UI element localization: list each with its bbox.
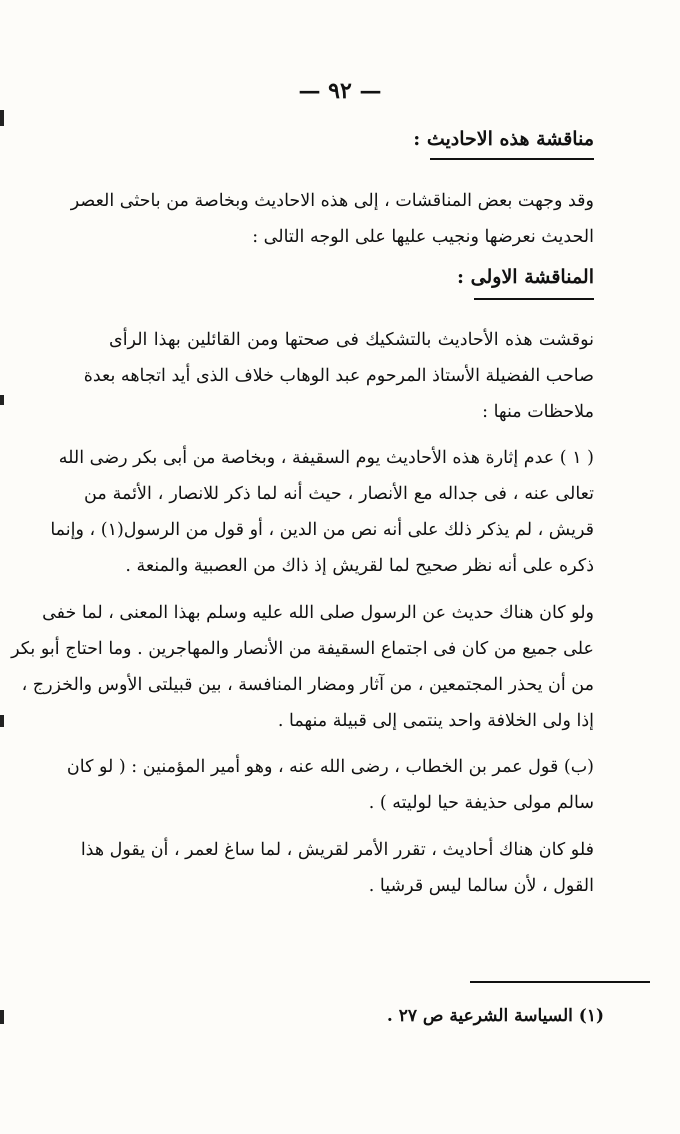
- text-line: ( ١ ) عدم إثارة هذه الأحاديث يوم السقيفة ، وبخاصة من أبى بكر رضى الله: [58, 448, 594, 468]
- text-line: فلو كان هناك أحاديث ، تقرر الأمر لقريش ، لما ساغ لعمر ، أن يقول هذا: [80, 840, 594, 860]
- section-heading-first-discussion: المناقشة الاولى :: [457, 266, 594, 288]
- text-line: على جميع من كان فى اجتماع السقيفة من الأنصار والمهاجرين . وما احتاج أبو بكر: [11, 639, 594, 659]
- footnote-rule: [470, 981, 650, 983]
- heading-underline: [430, 158, 594, 160]
- text-line: نوقشت هذه الأحاديث بالتشكيك فى صحتها ومن القائلين بهذا الرأى: [109, 330, 594, 350]
- scan-edge-mark: [0, 1010, 4, 1024]
- text-line: (ب) قول عمر بن الخطاب ، رضى الله عنه ، وهو أمير المؤمنين : ( لو كان: [66, 757, 594, 777]
- text-line: من أن يحذر المجتمعين ، من آثار ومضار المنافسة ، بين قبيلتى الأوس والخزرج ،: [21, 675, 594, 695]
- text-line: وقد وجهت بعض المناقشات ، إلى هذه الاحاديث وبخاصة من باحثى العصر: [70, 191, 594, 211]
- scan-edge-mark: [0, 395, 4, 405]
- page-number: — ٩٢ —: [298, 78, 382, 104]
- text-line: ملاحظات منها :: [482, 402, 594, 422]
- text-line: ذكره على أنه نظر صحيح لما لقريش إذ ذاك من العصبية والمنعة .: [125, 556, 594, 576]
- scan-edge-mark: [0, 715, 4, 727]
- text-line: تعالى عنه ، فى جداله مع الأنصار ، حيث أنه لما ذكر للانصار ، الأئمة من: [84, 484, 594, 504]
- footnote: (١) السياسة الشرعية ص ٢٧ .: [386, 1006, 604, 1026]
- text-line: الحديث نعرضها ونجيب عليها على الوجه التالى :: [252, 227, 594, 247]
- text-line: صاحب الفضيلة الأستاذ المرحوم عبد الوهاب خلاف الذى أيد اتجاهه بعدة: [83, 366, 594, 386]
- heading-underline: [474, 298, 594, 300]
- scan-edge-mark: [0, 110, 4, 126]
- text-line: قريش ، لم يذكر ذلك على أنه نص من الدين ، أو قول من الرسول(١) ، وإنما: [50, 520, 594, 540]
- text-line: ولو كان هناك حديث عن الرسول صلى الله عليه وسلم بهذا المعنى ، لما خفى: [42, 603, 594, 623]
- section-heading-discussion: مناقشة هذه الاحاديث :: [413, 128, 594, 150]
- text-line: القول ، لأن سالما ليس قرشيا .: [368, 876, 594, 896]
- text-line: إذا ولى الخلافة واحد ينتمى إلى قبيلة منهما .: [277, 711, 594, 731]
- text-line: سالم مولى حذيفة حيا لوليته ) .: [368, 793, 594, 813]
